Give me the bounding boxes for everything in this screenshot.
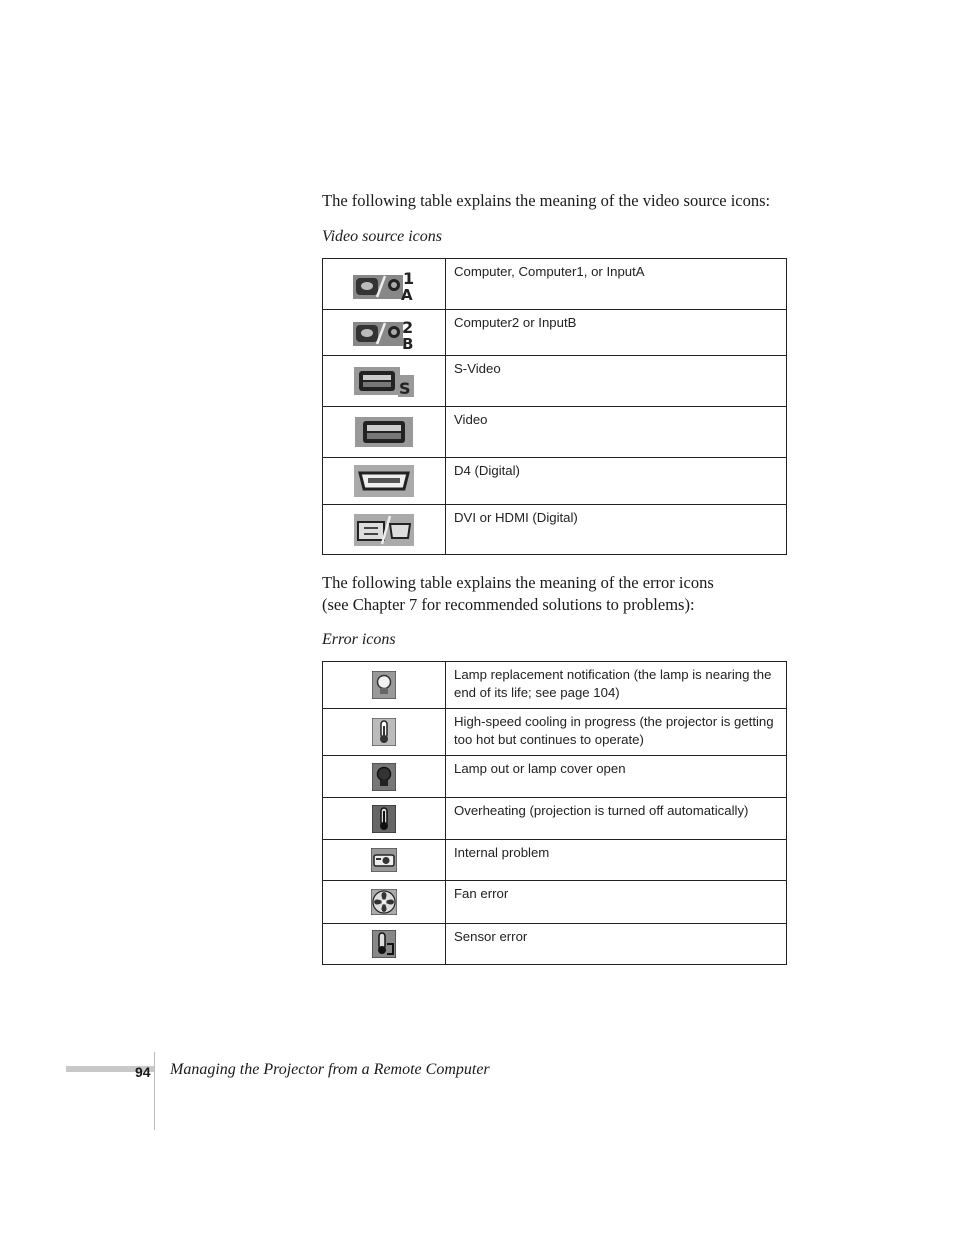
sensor-error-icon bbox=[372, 930, 396, 958]
error-intro-text bbox=[322, 572, 714, 616]
error-intro-line-2: (see Chapter 7 for recommended solutions to problems): bbox=[322, 595, 695, 614]
table-row bbox=[323, 505, 787, 555]
svg-text:2: 2 bbox=[402, 317, 414, 337]
table-row bbox=[323, 798, 787, 840]
table-row bbox=[323, 356, 787, 407]
table-row bbox=[323, 840, 787, 881]
svg-text:1: 1 bbox=[403, 269, 415, 288]
svg-text:B: B bbox=[402, 334, 414, 350]
list-item: DVI or HDMI (Digital) bbox=[446, 505, 787, 555]
table-row bbox=[323, 310, 787, 356]
fan-error-icon bbox=[371, 889, 397, 915]
table-row bbox=[323, 756, 787, 798]
list-item: Computer, Computer1, or InputA bbox=[446, 259, 787, 310]
video-icon bbox=[355, 417, 413, 447]
table-row bbox=[323, 709, 787, 756]
footer-divider bbox=[154, 1052, 155, 1130]
error-icons-table bbox=[322, 661, 787, 965]
high-temperature-icon bbox=[372, 718, 396, 746]
error-intro-line-1: The following table explains the meaning of the error icons bbox=[322, 573, 714, 592]
table-row bbox=[323, 259, 787, 310]
video-source-icons-table bbox=[322, 258, 787, 555]
list-item: Lamp replacement notification (the lamp is nearing the end of its life; see page 104) bbox=[446, 662, 787, 709]
table-row bbox=[323, 662, 787, 709]
d4-digital-icon bbox=[354, 465, 414, 497]
table-row bbox=[323, 924, 787, 965]
page-number: 94 bbox=[135, 1064, 151, 1080]
list-item: Video bbox=[446, 407, 787, 458]
table-row bbox=[323, 458, 787, 505]
list-item: Fan error bbox=[446, 881, 787, 924]
list-item: Internal problem bbox=[446, 840, 787, 881]
list-item: D4 (Digital) bbox=[446, 458, 787, 505]
s-video-icon bbox=[354, 365, 414, 397]
video-intro-text: The following table explains the meaning of the video source icons: bbox=[322, 191, 771, 210]
table-row bbox=[323, 881, 787, 924]
computer-input-b-icon bbox=[353, 316, 415, 350]
list-item: Computer2 or InputB bbox=[446, 310, 787, 356]
computer-input-a-icon bbox=[353, 267, 415, 301]
list-item: Sensor error bbox=[446, 924, 787, 965]
lamp-out-icon bbox=[372, 763, 396, 791]
overheating-icon bbox=[372, 805, 396, 833]
internal-problem-icon bbox=[371, 848, 397, 872]
svg-text:A: A bbox=[401, 286, 413, 301]
list-item: High-speed cooling in progress (the projector is getting too hot but continues to operate) bbox=[446, 709, 787, 756]
table-row bbox=[323, 407, 787, 458]
list-item: S-Video bbox=[446, 356, 787, 407]
list-item: Lamp out or lamp cover open bbox=[446, 756, 787, 798]
list-item: Overheating (projection is turned off automatically) bbox=[446, 798, 787, 840]
lamp-replacement-icon bbox=[372, 671, 396, 699]
dvi-hdmi-icon bbox=[354, 514, 414, 546]
svg-text:S: S bbox=[399, 379, 411, 397]
video-table-caption: Video source icons bbox=[322, 228, 442, 245]
error-table-caption: Error icons bbox=[322, 631, 396, 648]
chapter-title: Managing the Projector from a Remote Computer bbox=[170, 1061, 490, 1078]
